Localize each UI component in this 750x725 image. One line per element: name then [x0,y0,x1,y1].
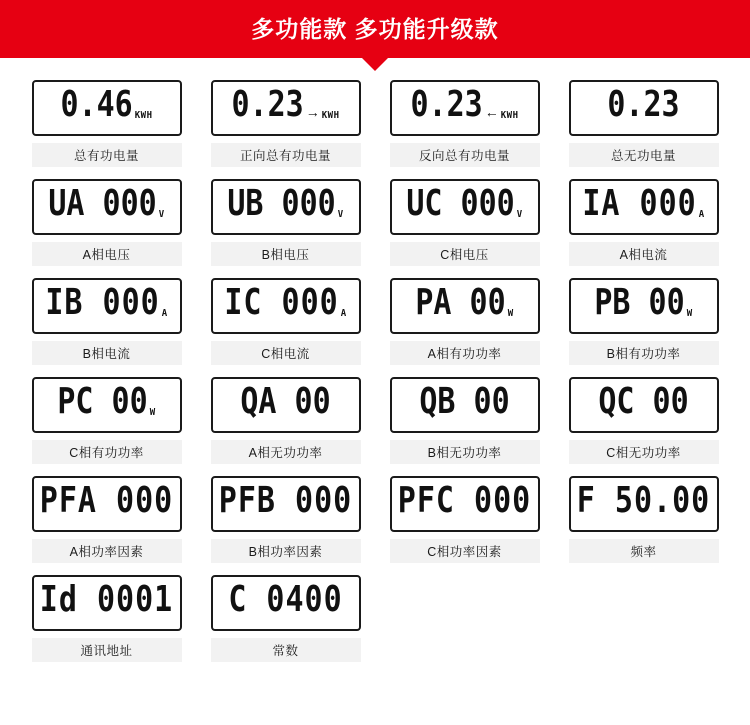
lcd-panel [569,179,719,235]
display-caption: 总无功电量 [569,143,719,167]
display-caption: 正向总有功电量 [211,143,361,167]
lcd-panel [211,179,361,235]
display-cell [567,377,720,464]
display-cell [209,278,362,365]
display-cell [30,575,183,662]
lcd-inner [39,480,174,522]
lcd-inner [228,579,343,621]
display-caption: 频率 [569,539,719,563]
lcd-inner [231,84,340,126]
display-caption: 反向总有功电量 [390,143,540,167]
lcd-value: 0.46 [60,84,133,126]
display-caption: C相功率因素 [390,539,540,563]
lcd-value: 0.23 [410,84,483,126]
lcd-value: IA 000 [582,183,697,225]
lcd-value: UB 000 [227,183,336,225]
display-caption: A相有功功率 [390,341,540,365]
lcd-value: QA 00 [240,381,331,423]
lcd-unit: W [149,407,156,419]
lcd-unit: KWH [321,110,340,122]
lcd-value: 0.23 [231,84,304,126]
lcd-unit: W [686,308,693,320]
lcd-unit: KWH [500,110,519,122]
display-grid [0,58,750,662]
display-cell [388,377,541,464]
display-caption: B相电流 [32,341,182,365]
lcd-panel [211,575,361,631]
lcd-value: IB 000 [45,282,160,324]
display-caption: 总有功电量 [32,143,182,167]
lcd-panel [32,377,182,433]
lcd-value: PFA 000 [39,480,174,522]
display-caption: 通讯地址 [32,638,182,662]
lcd-inner [415,282,514,324]
lcd-unit: A [340,308,347,320]
lcd-inner [594,282,693,324]
display-cell [30,476,183,563]
display-cell [209,377,362,464]
display-cell [30,377,183,464]
display-caption: 常数 [211,638,361,662]
lcd-unit: V [337,209,344,221]
display-cell [567,476,720,563]
lcd-panel [390,80,540,136]
display-cell [30,179,183,266]
lcd-inner [582,183,705,225]
display-cell [388,476,541,563]
lcd-inner [419,381,510,423]
lcd-inner [48,183,165,225]
lcd-inner [406,183,523,225]
lcd-inner [60,84,153,126]
lcd-panel [32,575,182,631]
lcd-panel [569,80,719,136]
lcd-panel [390,377,540,433]
lcd-inner [410,84,519,126]
lcd-unit: W [507,308,514,320]
lcd-value: IC 000 [224,282,339,324]
lcd-inner [576,480,711,522]
lcd-inner [598,381,689,423]
display-cell [567,80,720,167]
lcd-value: F 50.00 [576,480,711,522]
lcd-value: UC 000 [406,183,515,225]
lcd-panel [390,476,540,532]
display-cell [209,575,362,662]
lcd-inner [218,480,353,522]
direction-arrow-icon: → [305,104,320,120]
lcd-panel [211,377,361,433]
lcd-value: PC 00 [57,381,148,423]
display-caption: C相无功功率 [569,440,719,464]
lcd-panel [211,476,361,532]
display-caption: A相无功功率 [211,440,361,464]
lcd-panel [211,278,361,334]
lcd-unit: KWH [134,110,153,122]
lcd-value: UA 000 [48,183,157,225]
display-caption: A相功率因素 [32,539,182,563]
lcd-inner [227,183,344,225]
display-caption: C相电流 [211,341,361,365]
display-caption: B相电压 [211,242,361,266]
lcd-panel [32,278,182,334]
lcd-value: PB 00 [594,282,685,324]
lcd-value: PA 00 [415,282,506,324]
lcd-value: QB 00 [419,381,510,423]
lcd-inner [39,579,174,621]
lcd-unit: V [158,209,165,221]
display-cell [388,80,541,167]
lcd-inner [57,381,156,423]
lcd-inner [240,381,331,423]
lcd-panel [390,278,540,334]
display-cell [567,179,720,266]
lcd-panel [569,476,719,532]
lcd-unit: A [161,308,168,320]
banner-notch-icon [362,58,388,71]
display-cell [388,179,541,266]
banner-bar [0,0,750,58]
lcd-panel [32,179,182,235]
display-caption: B相有功功率 [569,341,719,365]
lcd-inner [224,282,347,324]
lcd-panel [32,476,182,532]
page-title: 多功能款 多功能升级款 [251,15,499,42]
lcd-inner [45,282,168,324]
display-caption: B相功率因素 [211,539,361,563]
lcd-value: PFC 000 [397,480,532,522]
lcd-value: C 0400 [228,579,343,621]
lcd-panel [390,179,540,235]
lcd-unit: V [516,209,523,221]
lcd-panel [569,377,719,433]
lcd-value: 0.23 [607,84,680,126]
lcd-inner [397,480,532,522]
header-banner [0,0,750,58]
lcd-panel [211,80,361,136]
lcd-panel [32,80,182,136]
display-caption: A相电压 [32,242,182,266]
display-cell [567,278,720,365]
display-cell [209,179,362,266]
lcd-value: Id 0001 [39,579,174,621]
display-cell [30,278,183,365]
display-cell [209,80,362,167]
display-caption: B相无功功率 [390,440,540,464]
lcd-value: QC 00 [598,381,689,423]
display-caption: C相电压 [390,242,540,266]
display-cell [209,476,362,563]
direction-arrow-icon: ← [484,104,499,120]
display-caption: A相电流 [569,242,719,266]
display-caption: C相有功功率 [32,440,182,464]
display-cell [30,80,183,167]
display-cell [388,278,541,365]
lcd-value: PFB 000 [218,480,353,522]
lcd-inner [607,84,680,126]
lcd-panel [569,278,719,334]
lcd-unit: A [698,209,705,221]
